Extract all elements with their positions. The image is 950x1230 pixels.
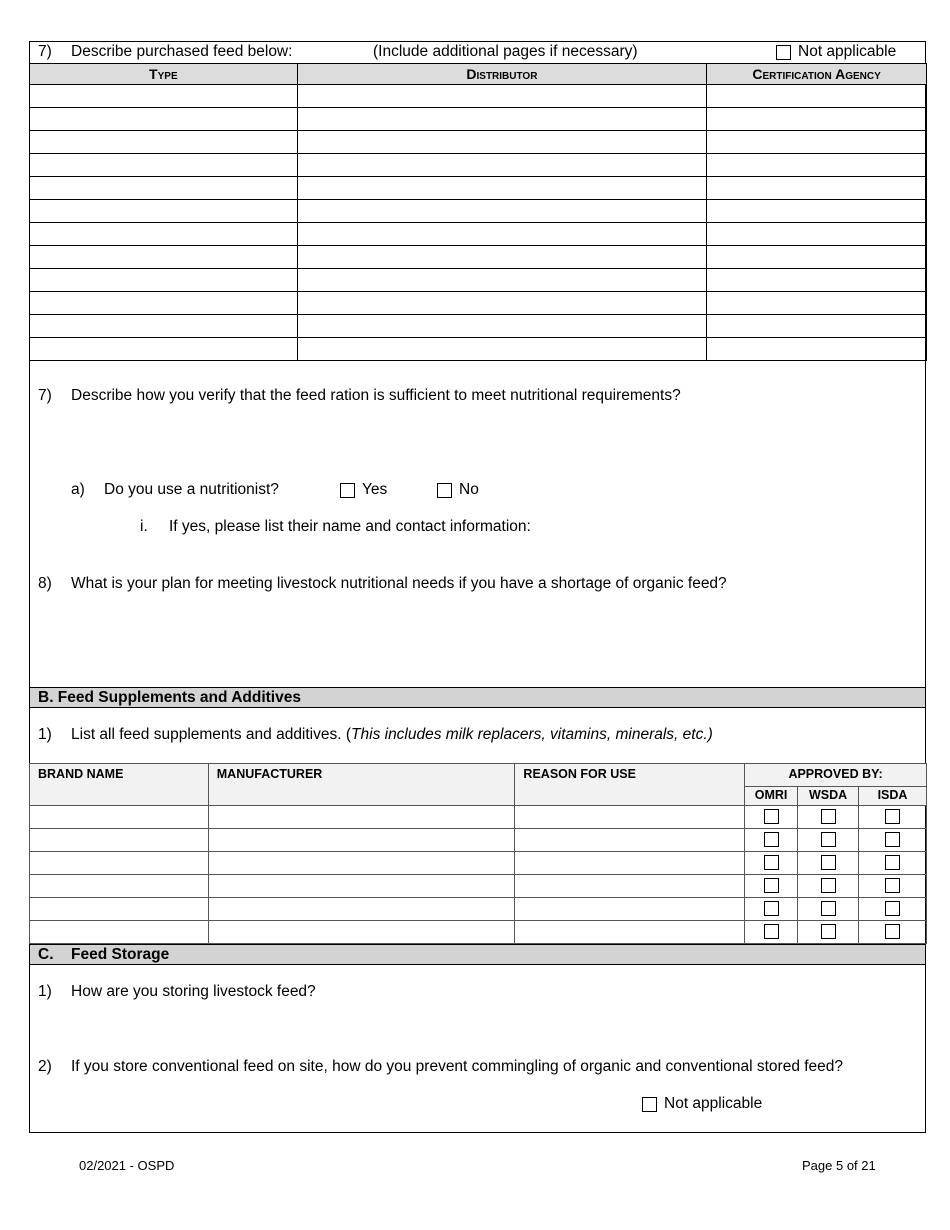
footer-date: 02/2021 - OSPD — [79, 1158, 175, 1173]
c-q2-na-checkbox[interactable] — [642, 1096, 657, 1114]
agency-cell[interactable] — [707, 177, 927, 200]
table-row — [30, 898, 927, 921]
col-approved-by-header: APPROVED BY: — [745, 764, 927, 787]
type-cell[interactable] — [30, 292, 298, 315]
reason-cell[interactable] — [515, 829, 745, 852]
distributor-cell[interactable] — [297, 85, 707, 108]
col-reason-header: REASON FOR USE — [515, 764, 745, 806]
table-row — [30, 806, 927, 829]
manufacturer-cell[interactable] — [208, 898, 515, 921]
b-q1-number: 1) — [38, 726, 52, 743]
wsda-checkbox[interactable] — [821, 809, 836, 824]
wsda-checkbox[interactable] — [821, 901, 836, 916]
q7b-answer-area[interactable] — [71, 410, 911, 470]
table-row — [30, 338, 927, 361]
wsda-checkbox[interactable] — [821, 855, 836, 870]
isda-checkbox[interactable] — [885, 901, 900, 916]
agency-cell[interactable] — [707, 85, 927, 108]
agency-cell[interactable] — [707, 154, 927, 177]
table-row — [30, 200, 927, 223]
wsda-checkbox[interactable] — [821, 924, 836, 939]
type-cell[interactable] — [30, 269, 298, 292]
omri-checkbox[interactable] — [764, 809, 779, 824]
c-q1-text: How are you storing livestock feed? — [71, 983, 316, 1000]
b-q1-text: List all feed supplements and additives. (This includes milk replacers, vitamins, minerals, etc.) — [71, 726, 713, 743]
qi-numeral: i. — [140, 518, 148, 535]
distributor-cell[interactable] — [297, 246, 707, 269]
table-row — [30, 269, 927, 292]
table-row — [30, 829, 927, 852]
brand-cell[interactable] — [30, 875, 209, 898]
table-row — [30, 292, 927, 315]
isda-checkbox[interactable] — [885, 832, 900, 847]
c-q2-number: 2) — [38, 1058, 52, 1075]
qa-text: Do you use a nutritionist? — [104, 481, 279, 498]
q7-na-label: Not applicable — [798, 43, 897, 60]
table-row — [30, 852, 927, 875]
isda-checkbox[interactable] — [885, 924, 900, 939]
q7b-text: Describe how you verify that the feed ration is sufficient to meet nutritional requirements? — [71, 387, 681, 404]
section-c-letter: C. — [38, 946, 54, 963]
table-row — [30, 875, 927, 898]
q7-note: (Include additional pages if necessary) — [373, 43, 638, 60]
omri-checkbox[interactable] — [764, 901, 779, 916]
distributor-cell[interactable] — [297, 200, 707, 223]
type-cell[interactable] — [30, 200, 298, 223]
wsda-checkbox[interactable] — [821, 832, 836, 847]
brand-cell[interactable] — [30, 852, 209, 875]
reason-cell[interactable] — [515, 852, 745, 875]
agency-cell[interactable] — [707, 338, 927, 361]
table-row — [30, 223, 927, 246]
qa-no-checkbox[interactable] — [437, 482, 452, 500]
manufacturer-cell[interactable] — [208, 921, 515, 944]
qa-letter: a) — [71, 481, 85, 498]
q7-na-checkbox[interactable] — [776, 44, 791, 62]
isda-checkbox[interactable] — [885, 878, 900, 893]
agency-cell[interactable] — [707, 246, 927, 269]
distributor-cell[interactable] — [297, 154, 707, 177]
agency-cell[interactable] — [707, 223, 927, 246]
brand-cell[interactable] — [30, 898, 209, 921]
agency-cell[interactable] — [707, 292, 927, 315]
col-certification-agency-header: Certification Agency — [707, 64, 927, 85]
distributor-cell[interactable] — [297, 108, 707, 131]
type-cell[interactable] — [30, 338, 298, 361]
brand-cell[interactable] — [30, 921, 209, 944]
col-omri-header: OMRI — [745, 787, 798, 806]
c-q1-answer-area[interactable] — [71, 1006, 911, 1050]
footer-page-number: Page 5 of 21 — [802, 1158, 876, 1173]
agency-cell[interactable] — [707, 200, 927, 223]
agency-cell[interactable] — [707, 131, 927, 154]
table-row — [30, 154, 927, 177]
qa-no-label: No — [459, 481, 479, 498]
section-c-header — [30, 944, 925, 965]
table-row — [30, 131, 927, 154]
omri-checkbox[interactable] — [764, 832, 779, 847]
supplements-table — [29, 763, 927, 944]
distributor-cell[interactable] — [297, 269, 707, 292]
q7b-number: 7) — [38, 387, 52, 404]
omri-checkbox[interactable] — [764, 924, 779, 939]
omri-checkbox[interactable] — [764, 878, 779, 893]
isda-checkbox[interactable] — [885, 809, 900, 824]
type-cell[interactable] — [30, 108, 298, 131]
q7-number: 7) — [38, 43, 52, 60]
c-q1-number: 1) — [38, 983, 52, 1000]
manufacturer-cell[interactable] — [208, 806, 515, 829]
type-cell[interactable] — [30, 85, 298, 108]
table-row — [30, 108, 927, 131]
brand-cell[interactable] — [30, 806, 209, 829]
type-cell[interactable] — [30, 246, 298, 269]
isda-checkbox[interactable] — [885, 855, 900, 870]
omri-checkbox[interactable] — [764, 855, 779, 870]
qi-text: If yes, please list their name and contact information: — [169, 518, 531, 535]
brand-cell[interactable] — [30, 829, 209, 852]
agency-cell[interactable] — [707, 315, 927, 338]
q7-text: Describe purchased feed below: — [71, 43, 293, 60]
table-row — [30, 246, 927, 269]
purchased-feed-table — [29, 63, 927, 361]
distributor-cell[interactable] — [297, 315, 707, 338]
reason-cell[interactable] — [515, 898, 745, 921]
c-q2-na-label: Not applicable — [664, 1095, 763, 1112]
manufacturer-cell[interactable] — [208, 852, 515, 875]
distributor-cell[interactable] — [297, 338, 707, 361]
qa-yes-label: Yes — [362, 481, 388, 498]
reason-cell[interactable] — [515, 921, 745, 944]
table-row — [30, 315, 927, 338]
reason-cell[interactable] — [515, 806, 745, 829]
reason-cell[interactable] — [515, 875, 745, 898]
manufacturer-cell[interactable] — [208, 875, 515, 898]
distributor-cell[interactable] — [297, 131, 707, 154]
distributor-cell[interactable] — [297, 292, 707, 315]
table-row — [30, 921, 927, 944]
type-cell[interactable] — [30, 223, 298, 246]
section-b-title: B. Feed Supplements and Additives — [38, 689, 301, 706]
distributor-cell[interactable] — [297, 177, 707, 200]
col-type-header: Type — [30, 64, 298, 85]
col-distributor-header: Distributor — [297, 64, 707, 85]
q8-text: What is your plan for meeting livestock nutritional needs if you have a shortage of organic feed? — [71, 575, 727, 592]
agency-cell[interactable] — [707, 108, 927, 131]
section-b-header — [30, 687, 925, 708]
table-row — [30, 177, 927, 200]
section-c-title: Feed Storage — [71, 946, 170, 963]
col-manufacturer-header: MANUFACTURER — [208, 764, 515, 806]
type-cell[interactable] — [30, 177, 298, 200]
agency-cell[interactable] — [707, 269, 927, 292]
col-isda-header: ISDA — [859, 787, 927, 806]
wsda-checkbox[interactable] — [821, 878, 836, 893]
distributor-cell[interactable] — [297, 223, 707, 246]
col-wsda-header: WSDA — [798, 787, 859, 806]
qa-yes-checkbox[interactable] — [340, 482, 355, 500]
type-cell[interactable] — [30, 154, 298, 177]
c-q2-text: If you store conventional feed on site, how do you prevent commingling of organic and conventional stored feed? — [71, 1058, 844, 1075]
manufacturer-cell[interactable] — [208, 829, 515, 852]
table-row — [30, 85, 927, 108]
col-brand-name-header: BRAND NAME — [30, 764, 209, 806]
q8-number: 8) — [38, 575, 52, 592]
type-cell[interactable] — [30, 131, 298, 154]
type-cell[interactable] — [30, 315, 298, 338]
q8-answer-area[interactable] — [71, 598, 911, 678]
